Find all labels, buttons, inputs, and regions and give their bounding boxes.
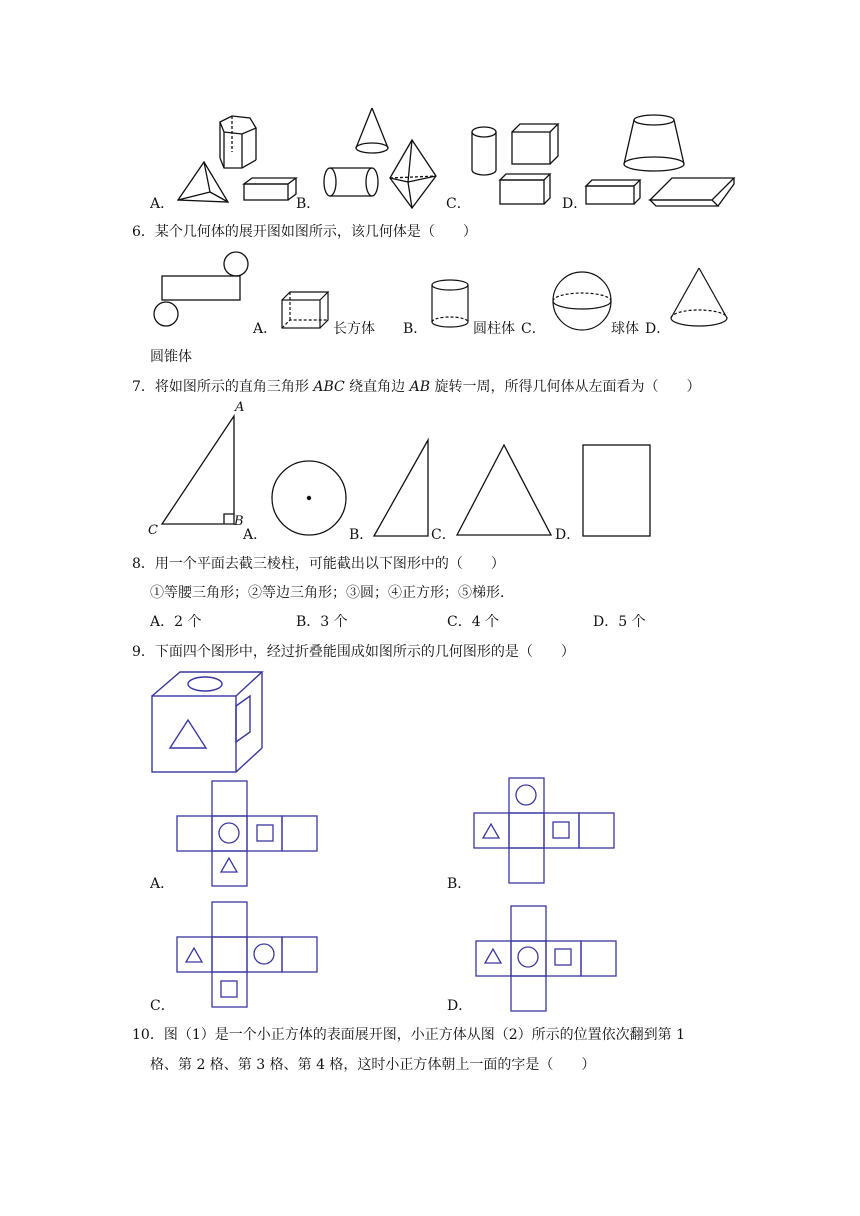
q6-option-b[interactable]: B．	[403, 321, 428, 337]
q7-option-b[interactable]: B．	[349, 527, 374, 543]
q9-option-d[interactable]: D．	[447, 998, 473, 1014]
q7-isosceles-figure	[455, 443, 555, 537]
q9-net-c	[176, 901, 318, 1009]
q6-cylinder-icon	[428, 278, 472, 330]
q7-option-a[interactable]: A．	[243, 527, 268, 543]
q6-d-text: 圆锥体	[150, 349, 192, 365]
q6-b-text: 圆柱体	[473, 321, 515, 337]
q6-cuboid-icon	[280, 290, 330, 330]
q9-net-b	[473, 777, 615, 885]
q5-figure-c	[466, 118, 576, 210]
q9-net-a	[176, 780, 318, 888]
q5-figure-b	[320, 104, 450, 212]
q8-option-c[interactable]: C．4 个	[447, 614, 500, 630]
q9-option-c[interactable]: C．	[150, 998, 175, 1014]
q9-stem: 9．下面四个图形中，经过折叠能围成如图所示的几何图形的是（ ）	[132, 644, 575, 660]
q5-option-b[interactable]: B．	[296, 196, 321, 212]
q10-stem-line-2: 格、第 2 格、第 3 格、第 4 格，这时小正方体朝上一面的字是（ ）	[150, 1057, 596, 1073]
q6-c-text: 球体	[611, 321, 639, 337]
q10-stem-line-1: 10．图（1）是一个小正方体的表面展开图，小正方体从图（2）所示的位置依次翻到第 1	[132, 1027, 685, 1043]
q5-option-a[interactable]: A．	[150, 196, 175, 212]
q9-option-a[interactable]: A．	[150, 876, 175, 892]
q8-option-b[interactable]: B．3 个	[296, 614, 348, 630]
q8-option-a[interactable]: A．2 个	[150, 614, 202, 630]
q6-option-a[interactable]: A．	[253, 321, 278, 337]
q6-stem: 6．某个几何体的展开图如图所示，该几何体是（ ）	[132, 224, 477, 240]
q8-option-d[interactable]: D．5 个	[593, 614, 646, 630]
q9-option-b[interactable]: B．	[447, 876, 472, 892]
q7-vertex-b: B	[234, 514, 244, 529]
q8-stem: 8．用一个平面去截三棱柱，可能截出以下图形中的（ ）	[132, 556, 505, 572]
q8-shapes: ①等腰三角形；②等边三角形；③圆；④正方形；⑤梯形．	[150, 585, 514, 601]
q5-option-d[interactable]: D．	[562, 196, 588, 212]
q7-rectangle-figure	[582, 444, 652, 538]
q7-circle-figure	[270, 459, 350, 539]
q6-option-d[interactable]: D．	[645, 321, 671, 337]
q5-option-c[interactable]: C．	[446, 196, 471, 212]
q7-vertex-c: C	[148, 523, 158, 538]
q7-option-c[interactable]: C．	[431, 527, 456, 543]
q7-option-d[interactable]: D．	[555, 527, 581, 543]
q6-sphere-icon	[550, 270, 614, 332]
q9-net-d	[475, 905, 617, 1013]
q7-stem: 7．将如图所示的直角三角形 ABC 绕直角边 AB 旋转一周，所得几何体从左面看为（ ）	[132, 379, 701, 395]
q9-cube-figure	[150, 670, 268, 774]
q7-vertex-a: A	[235, 400, 245, 415]
q6-option-c[interactable]: C．	[521, 321, 546, 337]
q5-figure-a	[170, 112, 300, 212]
q6-cone-icon	[668, 266, 730, 330]
q6-net-figure	[150, 248, 250, 330]
q6-a-text: 长方体	[333, 321, 375, 337]
q7-triangle-figure	[370, 436, 434, 538]
q5-figure-d	[580, 108, 740, 210]
